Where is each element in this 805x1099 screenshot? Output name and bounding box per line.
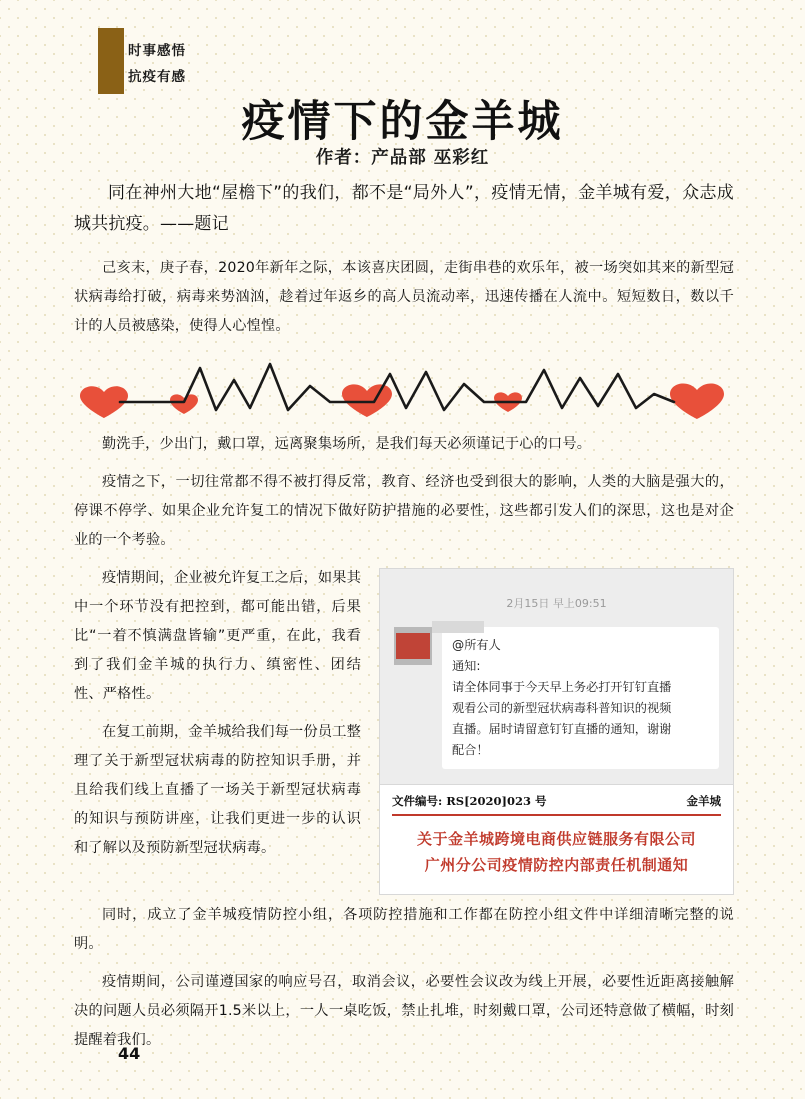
article-paragraph: 己亥末，庚子春，2020年新年之际，本该喜庆团圆，走街串巷的欢乐年，被一场突如其来的新型冠状病毒给打破，病毒来势汹汹，趁着过年返乡的高人员流动率，迅速传播在人流中。短短数日，数以千计的人员被感染，使得人心惶惶。 [74,260,734,334]
article-paragraph: 同时，成立了金羊城疫情防控小组，各项防控措施和工作都在防控小组文件中详细清晰完整的说明。 [74,907,734,952]
figure-notice [379,568,734,895]
article-paragraph: 疫情之下，一切往常都不得不被打得反常，教育、经济也受到很大的影响，人类的大脑是强大的，停课不停学、如果企业允许复工的情况下做好防护措施的必要性，这些都引发人们的深思，这也是对企业的一个考验。 [74,474,734,548]
chat-line: 通知: [452,659,481,673]
chat-line: 直播。届时请留意钉钉直播的通知，谢谢 [452,722,672,736]
section-tab-marker [98,28,124,94]
article-paragraph: 疫情期间，公司谨遵国家的响应号召，取消会议，必要性会议改为线上开展，必要性近距离接触解决的问题人员必须隔开1.5米以上，一人一桌吃饭，禁止扎堆，时刻戴口罩，公司还特意做了横幅，时刻提醒着我们。 [74,974,734,1048]
page-title: 疫情下的金羊城 [241,97,564,147]
article-body [74,178,734,1064]
article-paragraph: 勤洗手，少出门，戴口罩，远离聚集场所，是我们每天必须谨记于心的口号。 [102,436,592,452]
document-number: 文件编号: RS[2020]023 号 [392,794,547,808]
official-document-screenshot [379,785,734,895]
sender-name-redaction [432,621,484,633]
author-line: 作者：产品部 巫彩红 [315,148,490,168]
chat-screenshot [379,568,734,785]
article-paragraph: 在复工前期，金羊城给我们每一份员工整理了关于新型冠状病毒的防控知识手册，并且给我们线上直播了一场关于新型冠状病毒的知识与预防讲座，让我们更进一步的认识和了解以及预防新型冠状病毒。 [74,724,361,856]
article-paragraph: 疫情期间，企业被允许复工之后，如果其中一个环节没有把控到，都可能出错，后果比“一着不慎满盘皆输”更严重，在此，我看到了我们金羊城的执行力、缜密性、团结性、严格性。 [74,570,361,702]
chat-timestamp: 2月15日 早上09:51 [506,597,607,610]
redaction-mark [396,633,430,659]
heartbeat-illustration [74,350,734,422]
document-title-line2: 广州分公司疫情防控内部责任机制通知 [424,856,689,874]
document-divider [392,814,721,816]
document-header [392,793,721,814]
chat-line: 请全体同事于今天早上务必打开钉钉直播 [452,680,672,694]
chat-bubble [442,627,719,769]
document-title-line1: 关于金羊城跨境电商供应链服务有限公司 [416,830,696,848]
document-company: 金羊城 [686,794,721,808]
figure-wrap-region [74,564,734,901]
chat-message-row [380,611,733,769]
article-lead: 同在神州大地“屋檐下”的我们，都不是“局外人”，疫情无情，金羊城有爱，众志成城共抗疫。——题记 [74,183,734,234]
page-number: 44 [118,1044,141,1063]
section-tab-label [128,38,248,90]
chat-line: @所有人 [452,638,501,652]
section-tab-line2: 抗疫有感 [128,69,186,84]
chat-line: 观看公司的新型冠状病毒科普知识的视频 [452,701,672,715]
avatar [394,627,432,665]
heartbeat-svg [74,350,734,422]
document-title [392,826,721,878]
section-tab-line1: 时事感悟 [128,43,186,58]
chat-line: 配合！ [452,743,489,757]
